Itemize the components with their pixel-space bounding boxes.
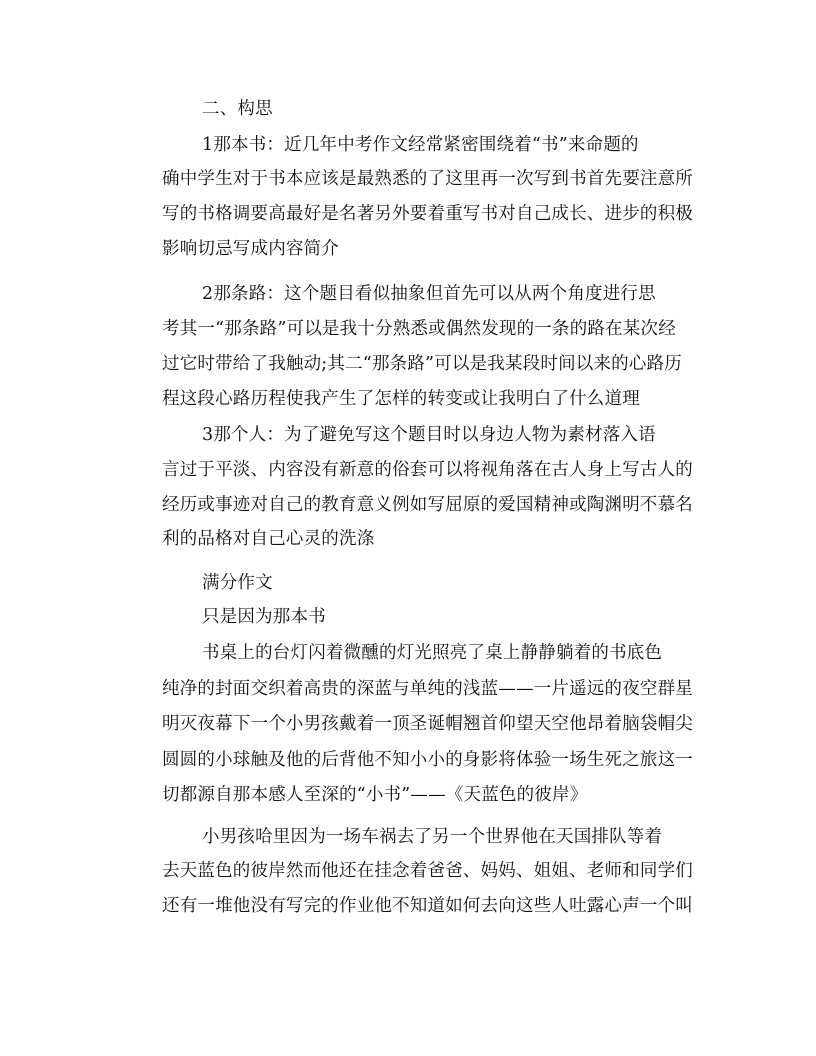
paragraph-line: 切都源自那本感人至深的“小书”——《天蓝色的彼岸》 xyxy=(162,785,588,805)
paragraph-line: 2那条路：这个题目看似抽象但首先可以从两个角度进行思 xyxy=(202,284,656,304)
paragraph-line: 言过于平淡、内容没有新意的俗套可以将视角落在古人身上写古人的 xyxy=(162,460,693,480)
paragraph-line: 纯净的封面交织着高贵的深蓝与单纯的浅蓝——一片遥远的夜空群星 xyxy=(162,679,693,699)
essay-heading: 满分作文 xyxy=(202,573,273,593)
paragraph-line: 1那本书：近几年中考作文经常紧密围绕着“书”来命题的 xyxy=(202,135,639,155)
paragraph-line: 书桌上的台灯闪着微醺的灯光照亮了桌上静静躺着的书底色 xyxy=(202,643,663,663)
section-heading-conception: 二、构思 xyxy=(202,99,273,119)
paragraph-line: 确中学生对于书本应该是最熟悉的了这里再一次写到书首先要注意所 xyxy=(162,169,693,189)
paragraph-line: 写的书格调要高最好是名著另外要着重写书对自己成长、进步的积极 xyxy=(162,204,693,224)
paragraph-line: 去天蓝色的彼岸然而他还在挂念着爸爸、妈妈、姐姐、老师和同学们 xyxy=(162,861,693,881)
paragraph-line: 影响切忌写成内容简介 xyxy=(162,239,339,259)
paragraph-line: 明灭夜幕下一个小男孩戴着一顶圣诞帽翘首仰望天空他昂着脑袋帽尖 xyxy=(162,714,693,734)
paragraph-line: 还有一堆他没有写完的作业他不知道如何去向这些人吐露心声一个叫 xyxy=(162,896,693,916)
paragraph-line: 小男孩哈里因为一场车祸去了另一个世界他在天国排队等着 xyxy=(202,827,663,847)
paragraph-line: 利的品格对自己心灵的洗涤 xyxy=(162,529,375,549)
paragraph-line: 程这段心路历程使我产生了怎样的转变或让我明白了什么道理 xyxy=(162,389,640,409)
paragraph-line: 经历或事迹对自己的教育意义例如写屈原的爱国精神或陶渊明不慕名 xyxy=(162,495,693,515)
paragraph-line: 考其一“那条路”可以是我十分熟悉或偶然发现的一条的路在某次经 xyxy=(162,319,676,339)
paragraph-line: 圆圆的小球触及他的后背他不知小小的身影将体验一场生死之旅这一 xyxy=(162,750,693,770)
paragraph-line: 过它时带给了我触动;其二“那条路”可以是我某段时间以来的心路历 xyxy=(162,354,682,374)
paragraph-line: 3那个人：为了避免写这个题目时以身边人物为素材落入语 xyxy=(202,425,656,445)
essay-title: 只是因为那本书 xyxy=(202,607,326,627)
